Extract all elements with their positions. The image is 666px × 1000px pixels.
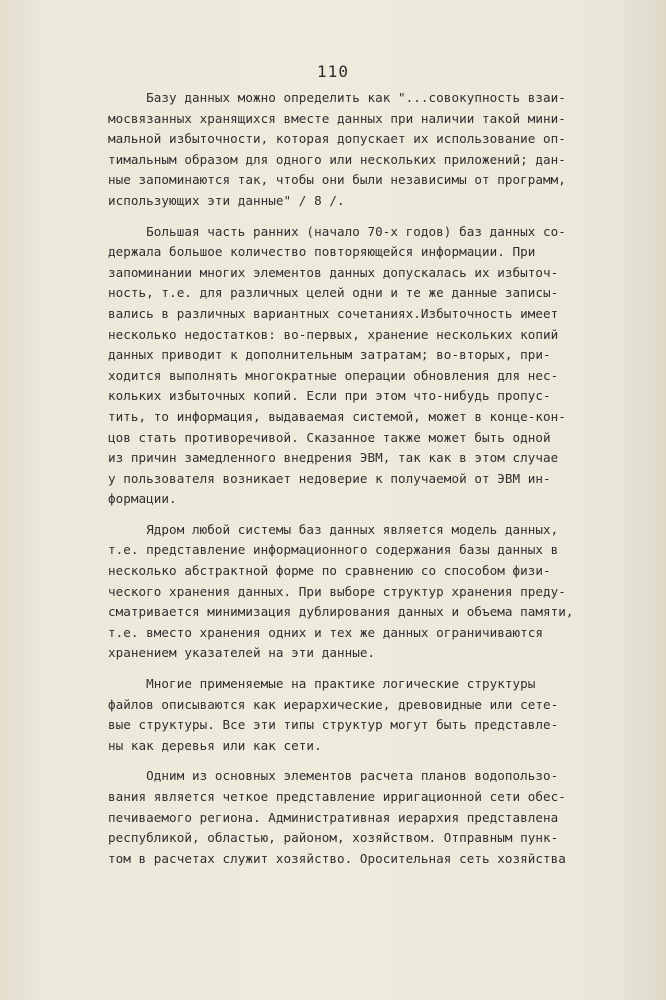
text-line: мальной избыточности, которая допускает их использование оп- (108, 131, 566, 147)
text-line: несколько недостатков: во-первых, хранение нескольких копий (108, 326, 559, 342)
text-line: том в расчетах служит хозяйство. Оросительная сеть хозяйства (108, 850, 566, 866)
text-line: мосвязанных хранящихся вместе данных при наличии такой мини- (108, 110, 566, 126)
text-line: печиваемого региона. Административная иерархия представлена (108, 809, 559, 825)
text-line: вались в различных вариантных сочетаниях.Избыточность имеет (108, 305, 559, 321)
text-line: данных приводит к дополнительным затратам; во-вторых, при- (108, 347, 551, 363)
text-line: запоминании многих элементов данных допускалась их избыточ- (108, 264, 559, 280)
paragraph (108, 674, 578, 756)
text-line: хранением указателей на эти данные. (108, 645, 376, 661)
text-line: ходится выполнять многократные операции обновления для нес- (108, 367, 559, 383)
text-line: файлов описываются как иерархические, древовидные или сете- (108, 696, 559, 712)
text-line: сматривается минимизация дублирования данных и объема памяти, (108, 604, 574, 620)
page-number: 110 (317, 62, 349, 81)
text-line: держала большое количество повторяющейся информации. При (108, 244, 536, 260)
text-line: из причин замедленного внедрения ЭВМ, так как в этом случае (108, 450, 559, 466)
text-line: вые структуры. Все эти типы структур могут быть представле- (108, 717, 559, 733)
text-line: т.е. представление информационного содержания базы данных в (108, 542, 559, 558)
paragraph (108, 520, 578, 664)
text-line: ность, т.е. для различных целей одни и те же данные записы- (108, 285, 559, 301)
paragraph (108, 766, 578, 869)
text-line: Большая часть ранних (начало 70-х годов) баз данных со- (108, 223, 566, 239)
text-line: Базу данных можно определить как "...совокупность взаи- (108, 90, 566, 105)
text-line: Ядром любой системы баз данных является модель данных, (108, 521, 559, 537)
text-line: Многие применяемые на практике логические структуры (108, 676, 536, 692)
paragraph (108, 222, 578, 510)
text-line: несколько абстрактной форме по сравнению со способом физи- (108, 563, 551, 579)
document-body (108, 88, 578, 879)
text-line: республикой, областью, районом, хозяйством. Отправным пунк- (108, 830, 559, 846)
text-line: вания является четкое представление ирригационной сети обес- (108, 789, 566, 804)
text-line: ные запоминаются так, чтобы они были независимы от программ, (108, 172, 566, 188)
text-line: формации. (108, 491, 177, 507)
text-line: тимальным образом для одного или нескольких приложений; дан- (108, 151, 566, 167)
text-line: ческого хранения данных. При выборе структур хранения преду- (108, 583, 566, 599)
text-line: кольких избыточных копий. Если при этом что-нибудь пропус- (108, 388, 551, 404)
paragraph (108, 88, 578, 212)
text-line: Одним из основных элементов расчета планов водопользо- (108, 768, 559, 784)
text-line: цов стать противоречивой. Сказанное также может быть одной (108, 429, 551, 445)
text-line: т.е. вместо хранения одних и тех же данных ограничиваются (108, 624, 544, 640)
text-line: ны как деревья или как сети. (108, 737, 322, 753)
text-line: тить, то информация, выдаваемая системой, может в конце-кон- (108, 408, 566, 424)
text-line: у пользователя возникает недоверие к получаемой от ЭВМ ин- (108, 470, 551, 486)
text-line: использующих эти данные" / 8 /. (108, 192, 345, 208)
